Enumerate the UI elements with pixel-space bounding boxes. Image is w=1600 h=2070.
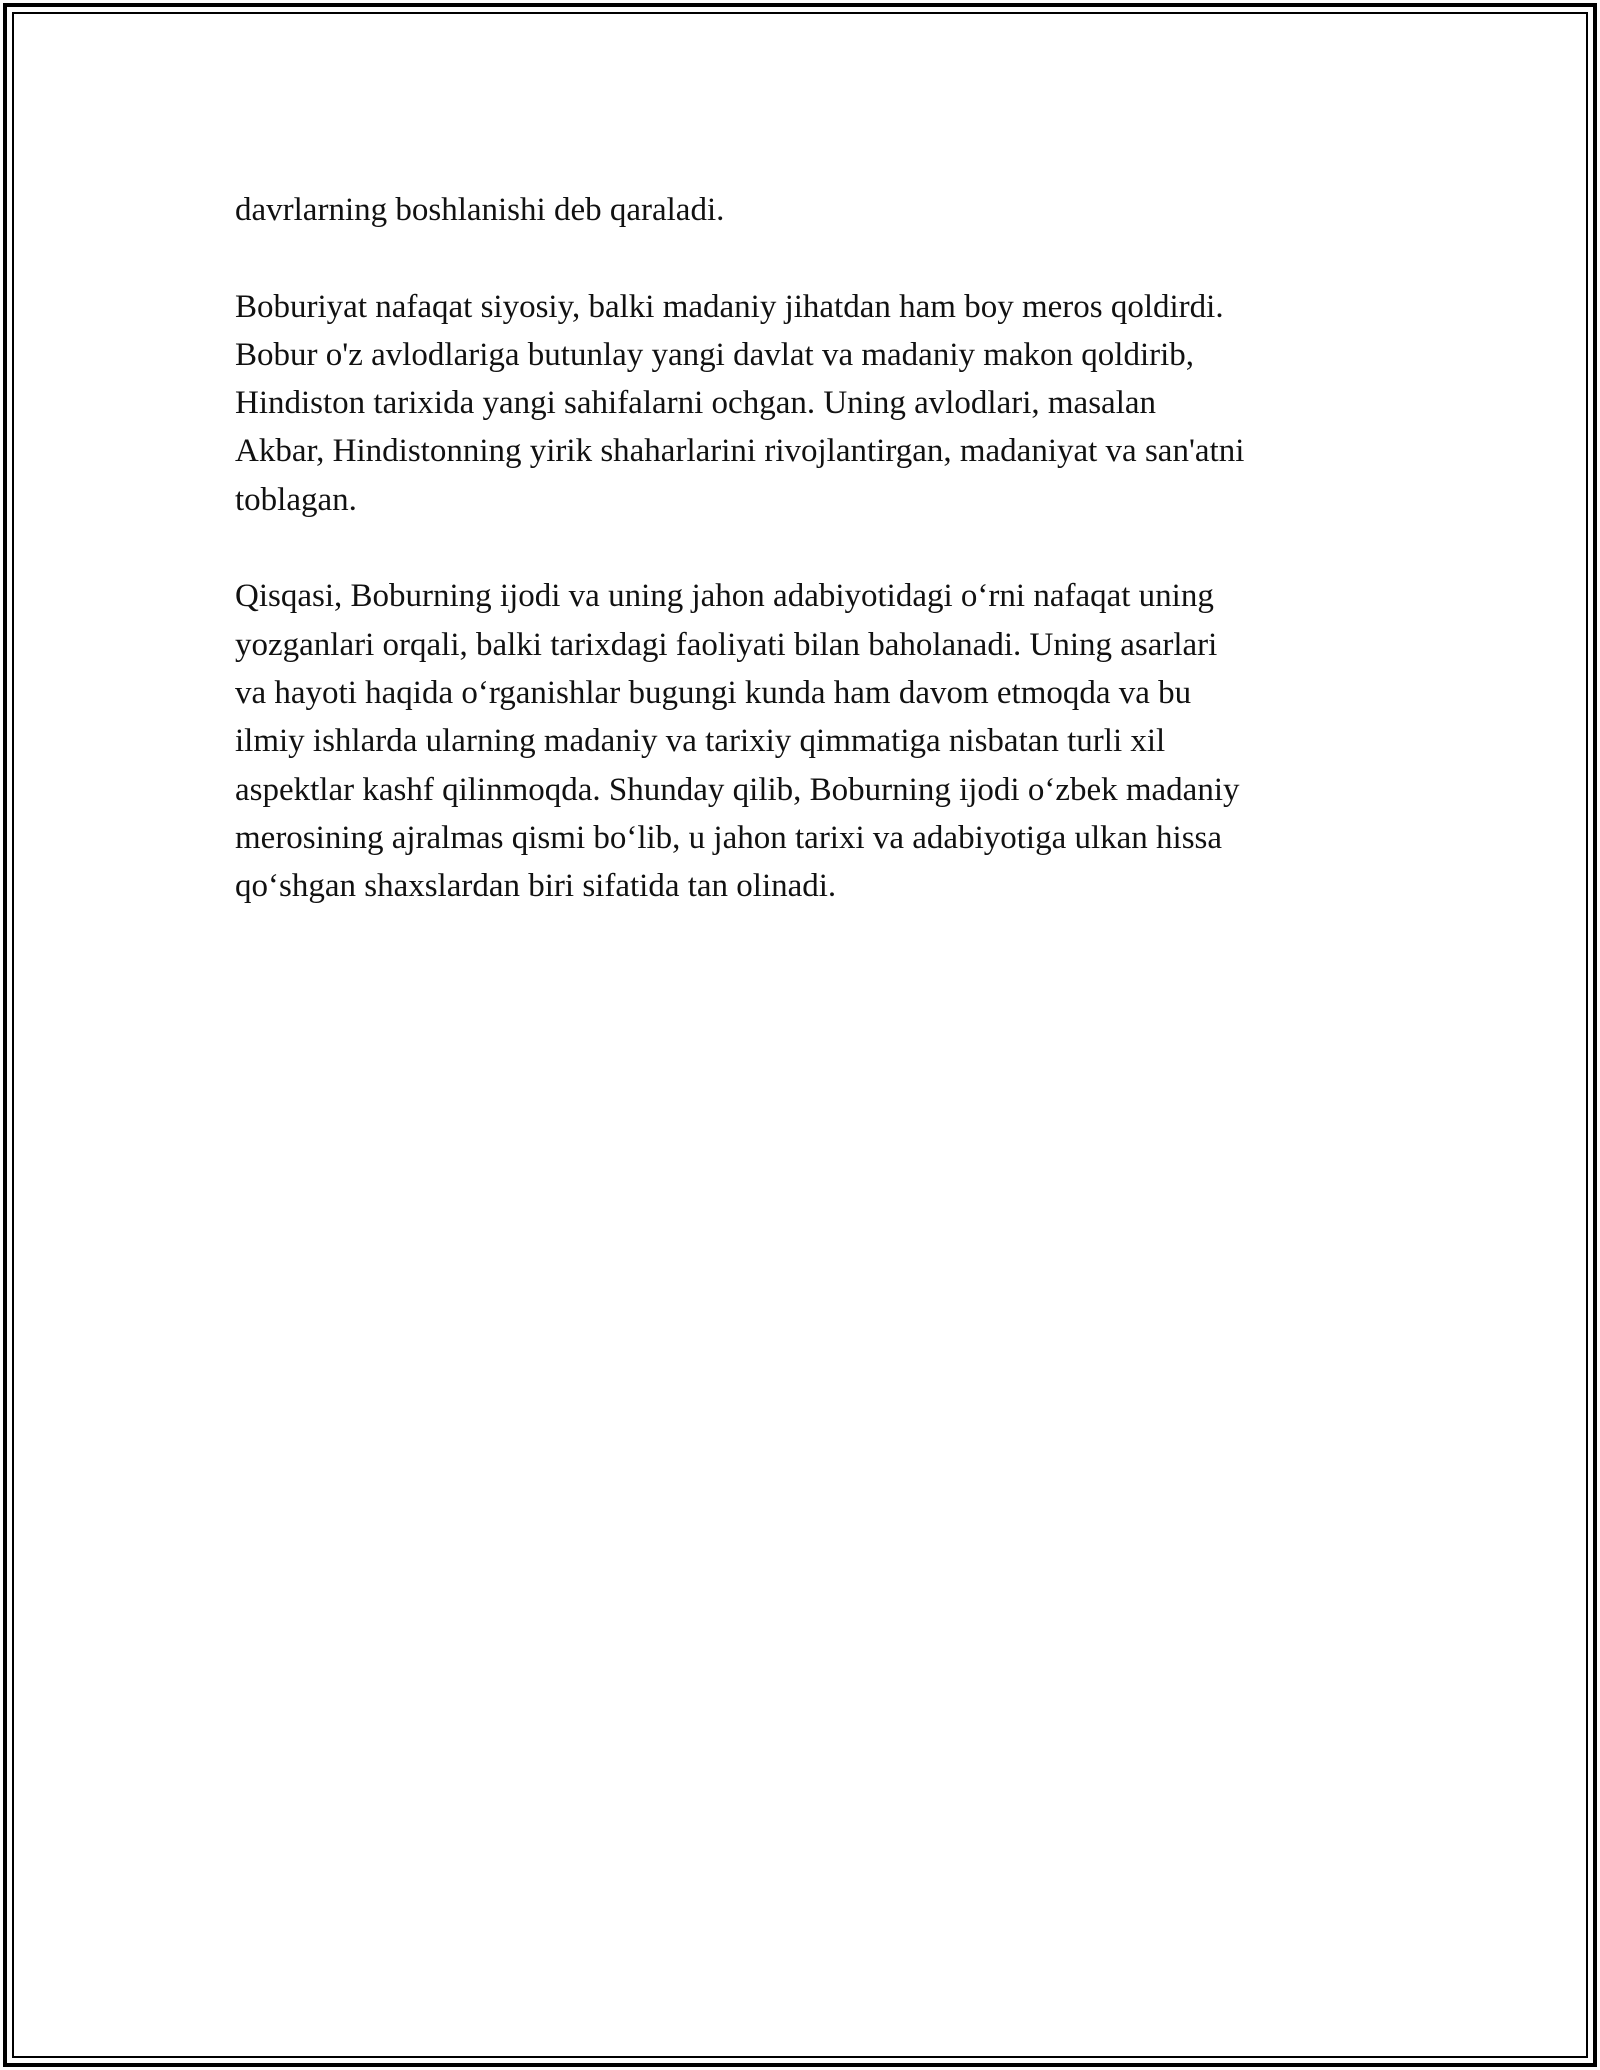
text-line: merosining ajralmas qismi bo‘lib, u jahon tarixi va adabiyotiga ulkan hissa [235, 819, 1223, 856]
paragraph-3 [235, 572, 1375, 910]
text-line: Hindiston tarixida yangi sahifalarni ochgan. Uning avlodlari, masalan [235, 385, 1157, 422]
paragraph-2 [235, 283, 1375, 524]
text-line: va hayoti haqida o‘rganishlar bugungi kunda ham davom etmoqda va bu [235, 674, 1192, 711]
text-line: davrlarning boshlanishi deb qaraladi. [235, 192, 725, 228]
text-line: ilmiy ishlarda ularning madaniy va tarixiy qimmatiga nisbatan turli xil [235, 723, 1166, 760]
text-line: Qisqasi, Boburning ijodi va uning jahon adabiyotidagi o‘rni nafaqat uning [235, 578, 1214, 615]
text-line: qo‘shgan shaxslardan biri sifatida tan olinadi. [235, 868, 837, 905]
document-body [235, 186, 1375, 910]
text-line: yozganlari orqali, balki tarixdagi faoliyati bilan baholanadi. Uning asarlari [235, 626, 1218, 663]
text-line: Bobur o'z avlodlariga butunlay yangi davlat va madaniy makon qoldirib, [235, 336, 1195, 373]
text-line: Boburiyat nafaqat siyosiy, balki madaniy jihatdan ham boy meros qoldirdi. [235, 288, 1224, 325]
text-line: aspektlar kashf qilinmoqda. Shunday qilib, Boburning ijodi o‘zbek madaniy [235, 771, 1240, 808]
text-line: toblagan. [235, 481, 357, 518]
paragraph-1 [235, 186, 1375, 234]
text-line: Akbar, Hindistonning yirik shaharlarini rivojlantirgan, madaniyat va san'atni [235, 433, 1245, 470]
